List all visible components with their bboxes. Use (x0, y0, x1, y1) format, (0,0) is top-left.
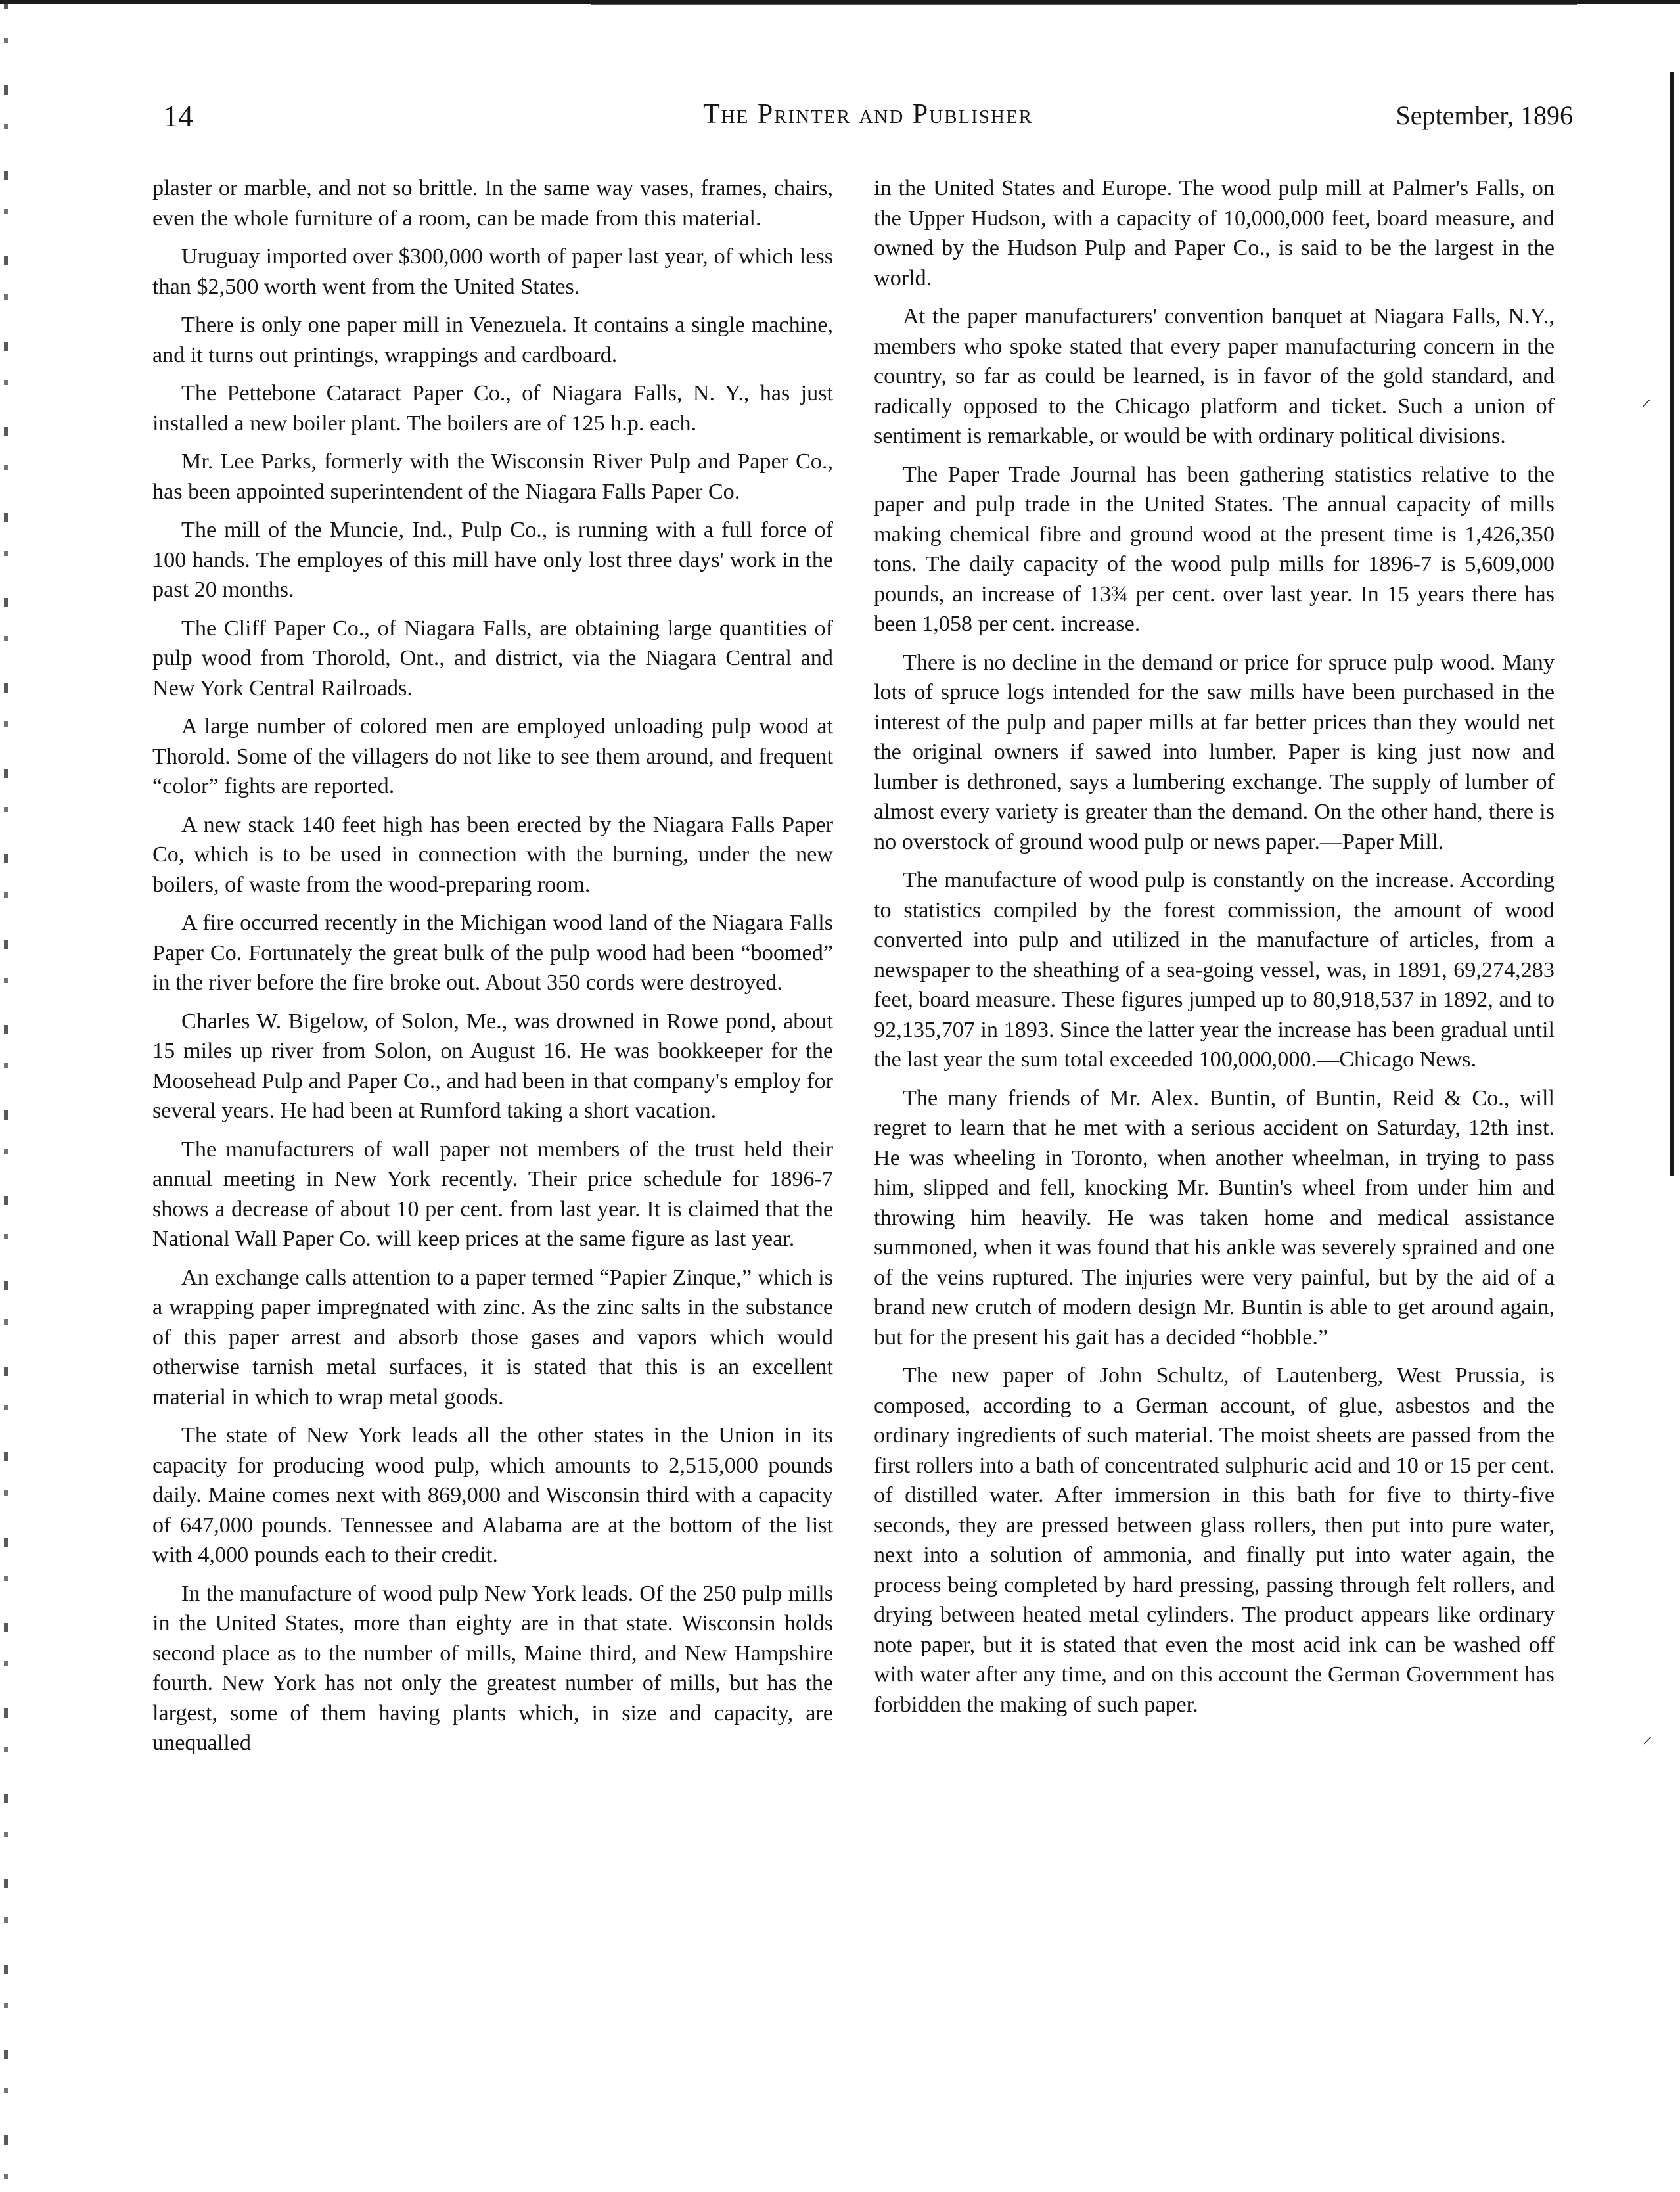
paragraph: A fire occurred recently in the Michigan wood land of the Niagara Falls Paper Co. Fortunately the great bulk of the pulp wood had been “boomed” in the river before the fire broke out. About 350 cords were destroyed. (152, 911, 833, 995)
paragraph: There is only one paper mill in Venezuela. It contains a single machine, and it turns out printings, wrappings and cardboard. (152, 313, 833, 367)
paragraph: At the paper manufacturers' convention banquet at Niagara Falls, N.Y., members who spoke stated that every paper manufacturing concern in the country, so far as could be learned, is in favor of the gold standard, and radically opposed to the Chicago platform and ticket. Such a union of sentiment is remarkable, or would be with ordinary political divisions. (874, 304, 1555, 448)
paragraph: The new paper of John Schultz, of Lautenberg, West Prussia, is composed, according to a German account, of glue, asbestos and the ordinary ingredients of such material. The moist sheets are passed from the first rollers into a bath of concentrated sulphuric acid and 10 or 15 per cent. of distilled water. After immersion in this bath for five to thirty-five seconds, they are pressed between glass rollers, then put into pure water, next into a solution of ammonia, and finally put into water again, the process being completed by hard pressing, passing through felt rollers, and drying between heated metal cylinders. The product appears like ordinary note paper, but it is stated that even the most acid ink can be washed off with water after any time, and on this account the German Government has forbidden the making of such paper. (874, 1363, 1555, 1717)
running-head (163, 99, 1573, 138)
top-rule (0, 0, 1680, 4)
paragraph: The mill of the Muncie, Ind., Pulp Co., is running with a full force of 100 hands. The employes of this mill have only lost three days' work in the past 20 months. (152, 518, 833, 602)
paragraph: In the manufacture of wood pulp New York leads. Of the 250 pulp mills in the United States, more than eighty are in that state. Wisconsin holds second place as to the number of mills, Maine third, and New Hampshire fourth. New York has not only the greatest number of mills, but has the largest, some of them having plants which, in size and capacity, are unequalled (152, 1581, 833, 1755)
paragraph: The Paper Trade Journal has been gathering statistics relative to the paper and pulp trade in the United States. The annual capacity of mills making chemical fibre and ground wood at the present time is 1,426,350 tons. The daily capacity of the wood pulp mills for 1896-7 is 5,609,000 pounds, an increase of 13¾ per cent. over last year. In 15 years there has been 1,058 per cent. increase. (874, 462, 1555, 636)
right-column (874, 173, 1555, 1728)
paragraph: plaster or marble, and not so brittle. In the same way vases, frames, chairs, even the whole furniture of a room, can be made from this material. (152, 176, 833, 231)
paragraph: The many friends of Mr. Alex. Buntin, of Buntin, Reid & Co., will regret to learn that he met with a serious accident on Saturday, 12th inst. He was wheeling in Toronto, when another wheelman, in trying to pass him, slipped and fell, knocking Mr. Buntin's wheel from under him and throwing him heavily. He was taken home and medical assistance summoned, when it was found that his ankle was severely sprained and one of the veins ruptured. The injuries were very painful, but by the aid of a brand new crutch of modern design Mr. Buntin is able to get around again, but for the present his gait has a decided “hobble.” (874, 1085, 1555, 1350)
left-column (152, 173, 833, 1767)
margin-scan-mark: ⸝ (1643, 1725, 1652, 1747)
page-number: 14 (163, 99, 193, 133)
margin-scan-mark: ⸝ (1641, 388, 1651, 410)
paragraph: Uruguay imported over $300,000 worth of paper last year, of which less than $2,500 worth went from the United States. (152, 244, 833, 299)
paragraph: An exchange calls attention to a paper termed “Papier Zinque,” which is a wrapping paper impregnated with zinc. As the zinc salts in the substance of this paper arrest and absorb those gases and vapors which would otherwise tarnish metal surfaces, it is stated that this is an excellent material in which to wrap metal goods. (152, 1265, 833, 1409)
journal-title: The Printer and Publisher (703, 99, 1033, 129)
paragraph: There is no decline in the demand or price for spruce pulp wood. Many lots of spruce logs intended for the saw mills have been purchased in the interest of the pulp and paper mills at far better prices than they would net the original owners if sawed into lumber. Paper is king just now and lumber is dethroned, says a lumbering exchange. The supply of lumber of almost every variety is greater than the demand. On the other hand, there is no overstock of ground wood pulp or news paper.—Paper Mill. (874, 650, 1555, 854)
paragraph: A large number of colored men are employed unloading pulp wood at Thorold. Some of the villagers do not like to see them around, and frequent “color” fights are reported. (152, 714, 833, 798)
paragraph: The state of New York leads all the other states in the Union in its capacity for producing wood pulp, which amounts to 2,515,000 pounds daily. Maine comes next with 869,000 and Wisconsin third with a capacity of 647,000 pounds. Tennessee and Alabama are at the bottom of the list with 4,000 pounds each to their credit. (152, 1423, 833, 1567)
issue-date: September, 1896 (1396, 101, 1573, 130)
paragraph: A new stack 140 feet high has been erected by the Niagara Falls Paper Co, which is to be used in connection with the burning, under the new boilers, of waste from the wood-preparing room. (152, 812, 833, 897)
paragraph: The Pettebone Cataract Paper Co., of Niagara Falls, N. Y., has just installed a new boiler plant. The boilers are of 125 h.p. each. (152, 381, 833, 436)
paragraph: in the United States and Europe. The wood pulp mill at Palmer's Falls, on the Upper Hudson, with a capacity of 10,000,000 feet, board measure, and owned by the Hudson Pulp and Paper Co., is said to be the largest in the world. (874, 176, 1555, 290)
paragraph: Charles W. Bigelow, of Solon, Me., was drowned in Rowe pond, about 15 miles up river from Solon, on August 16. He was bookkeeper for the Moosehead Pulp and Paper Co., and had been in that company's employ for several years. He had been at Rumford taking a short vacation. (152, 1009, 833, 1123)
paragraph: Mr. Lee Parks, formerly with the Wisconsin River Pulp and Paper Co., has been appointed superintendent of the Niagara Falls Paper Co. (152, 449, 833, 504)
right-edge-scan-mark (1670, 72, 1674, 1176)
paragraph: The manufacture of wood pulp is constantly on the increase. According to statistics compiled by the forest commission, the amount of wood converted into pulp and utilized in the manufacture of articles, from a newspaper to the sheathing of a sea-going vessel, was, in 1891, 69,274,283 feet, board measure. These figures jumped up to 80,918,537 in 1892, and to 92,135,707 in 1893. Since the latter year the increase has been gradual until the last year the sum total exceeded 100,000,000.—Chicago News. (874, 868, 1555, 1072)
left-margin-scan-marks (4, 0, 8, 2192)
paragraph: The manufacturers of wall paper not members of the trust held their annual meeting in New York recently. Their price schedule for 1896-7 shows a decrease of about 10 per cent. from last year. It is claimed that the National Wall Paper Co. will keep prices at the same figure as last year. (152, 1137, 833, 1251)
paragraph: The Cliff Paper Co., of Niagara Falls, are obtaining large quantities of pulp wood from Thorold, Ont., and district, via the Niagara Central and New York Central Railroads. (152, 616, 833, 700)
